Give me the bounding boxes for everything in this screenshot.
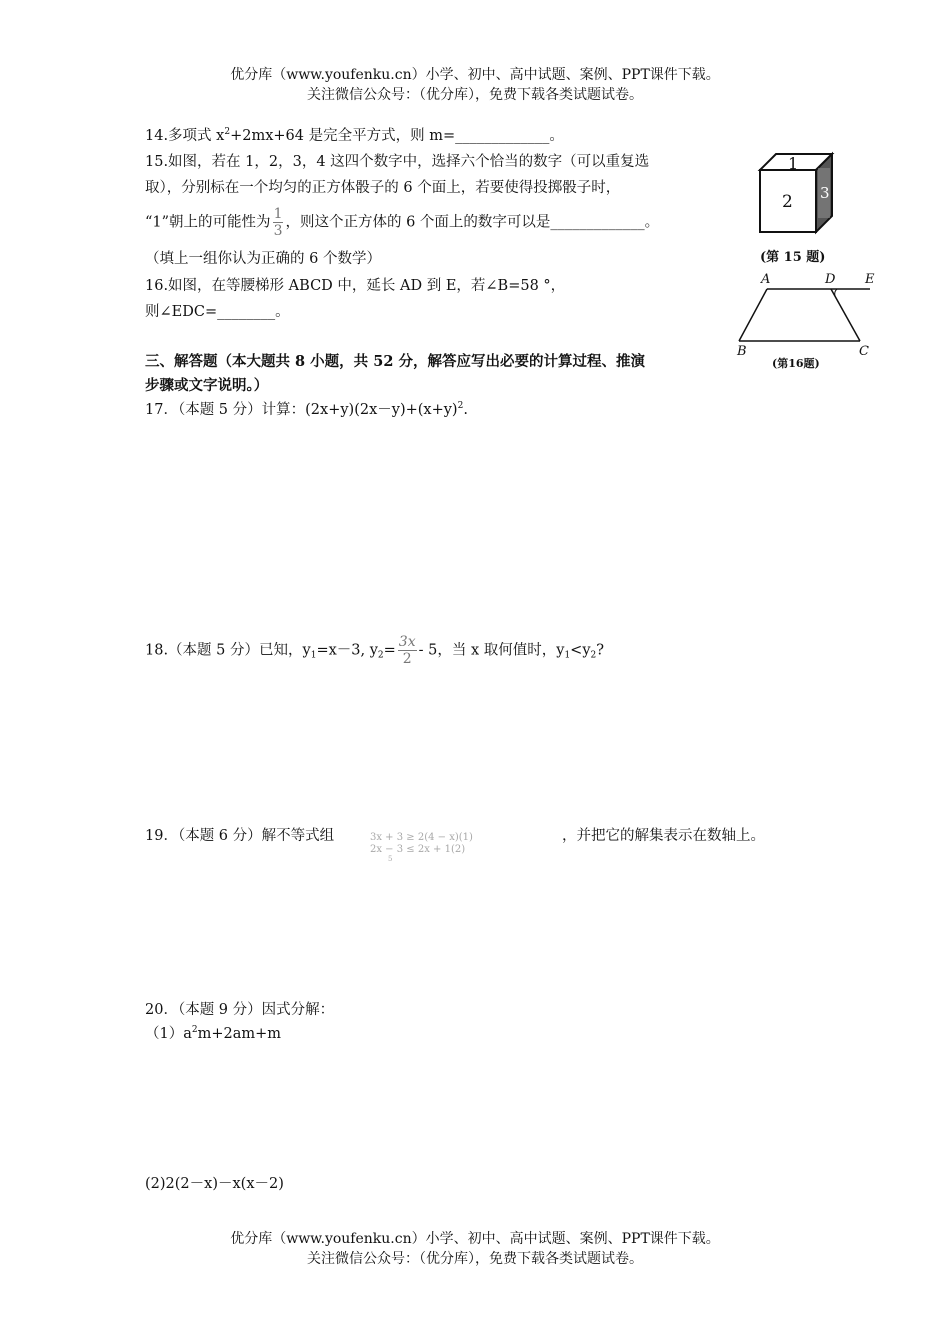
die-face-side: 3 bbox=[820, 184, 830, 202]
label-c: C bbox=[859, 344, 869, 359]
question-17: 17．（本题 5 分）计算：$(2x+y)(2x-y)+(x+y)^2$. bbox=[145, 401, 468, 418]
fraction-3x-over-2: $\frac{3x}{2}$ bbox=[398, 634, 416, 667]
header-line-1: 优分库（www.youfenku.cn）小学、初中、高中试题、案例、PPT课件下载。 bbox=[230, 67, 720, 83]
inequality-2: 2x − 3 ≤ 2x + 1(2) bbox=[370, 844, 466, 855]
label-a: A bbox=[761, 272, 771, 287]
label-e: E bbox=[865, 272, 875, 287]
question-15-line-1: 15.如图，若在 1，2，3，4 这四个数字中，选择六个恰当的数字（可以重复选 bbox=[145, 154, 650, 170]
header-line-2: 关注微信公众号：（优分库），免费下载各类试题试卷。 bbox=[307, 87, 643, 103]
footer-line-2: 关注微信公众号：（优分库），免费下载各类试题试卷。 bbox=[307, 1251, 643, 1267]
section-3-heading-line-2: 步骤或文字说明。） bbox=[145, 377, 269, 394]
footer-line-1: 优分库（www.youfenku.cn）小学、初中、高中试题、案例、PPT课件下载。 bbox=[230, 1231, 720, 1247]
question-20-part-1: $(1)a^2m+2am+m$ bbox=[145, 1025, 282, 1042]
question-20-part-2: (2)2(2－x)－x(x－2) bbox=[145, 1176, 284, 1192]
question-19-post: ，并把它的解集表示在数轴上。 bbox=[562, 828, 765, 844]
question-18: 18.（本题 5 分）已知，$y_1=x-3$, $y_2=$ $\frac{3x}{2}$ - 5，当 x 取何值时，$y_1<y_2$? bbox=[145, 634, 605, 667]
question-15-line-3: “1”朝上的可能性为 $\frac{1}{3}$ ，则这个正方体的 6 个面上的数字可以是_____________。 bbox=[145, 206, 660, 239]
figure-15-caption: (第 15 题) bbox=[760, 250, 826, 265]
question-16-line-1: 16.如图，在等腰梯形 ABCD 中，延长 AD 到 E，若∠B=58 °， bbox=[145, 278, 566, 294]
label-d: D bbox=[825, 272, 836, 287]
inequality-1: 3x + 3 ≥ 2(4 − x)(1) bbox=[370, 832, 473, 843]
inequality-system bbox=[370, 832, 560, 862]
question-19-pre: 19．（本题 6 分）解不等式组 bbox=[145, 828, 335, 844]
question-15-line-2: 取），分别标在一个均匀的正方体骰子的 6 个面上，若要使得投掷骰子时， bbox=[145, 180, 621, 196]
figure-16-caption: (第16题) bbox=[772, 357, 820, 370]
inequality-2-denominator: 5 bbox=[388, 855, 393, 863]
label-b: B bbox=[737, 344, 747, 359]
fraction-one-third: $\frac{1}{3}$ bbox=[273, 206, 283, 239]
question-15-line-4: （填上一组你认为正确的 6 个数学） bbox=[145, 251, 381, 267]
die-face-top: 1 bbox=[788, 154, 799, 173]
figure-15-die bbox=[750, 150, 840, 250]
question-16-line-2: 则∠EDC=________。 bbox=[145, 304, 290, 320]
question-14: 14.多项式 $x^2+2mx+64$ 是完全平方式，则 m=_____________。 bbox=[145, 127, 564, 144]
die-face-front: 2 bbox=[782, 192, 793, 212]
section-3-heading-line-1: 三、解答题（本大题共 8 小题，共 52 分，解答应写出必要的计算过程、推演 bbox=[145, 353, 645, 370]
question-20-title: 20．（本题 9 分）因式分解： bbox=[145, 1002, 335, 1018]
